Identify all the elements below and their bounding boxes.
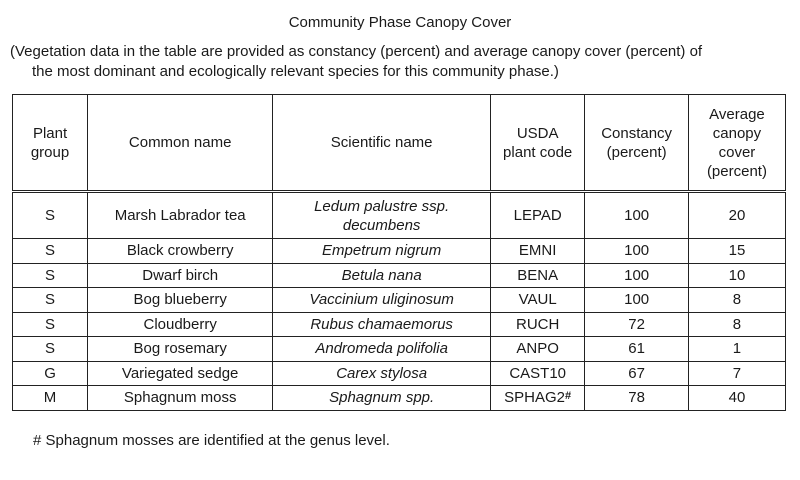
table-row — [13, 263, 786, 288]
cell-common-name: Black crowberry — [88, 239, 273, 264]
cell-constancy: 100 — [585, 239, 689, 264]
cell-canopy-cover: 15 — [688, 239, 785, 264]
cell-usda-code: LEPAD — [491, 192, 585, 239]
cell-usda-code: EMNI — [491, 239, 585, 264]
header-plant-group-line-1: Plant — [32, 124, 68, 142]
cell-scientific-name-line-1: Ledum palustre ssp. — [314, 197, 450, 215]
header-canopy-cover-line-4: (percent) — [706, 162, 767, 180]
cell-canopy-cover: 10 — [688, 263, 785, 288]
cell-plant-group: S — [13, 239, 88, 264]
table-caption — [10, 42, 795, 82]
cell-constancy: 100 — [585, 263, 689, 288]
cell-scientific-name: Sphagnum spp. — [273, 386, 491, 411]
cell-usda-code: RUCH — [491, 312, 585, 337]
cell-constancy: 78 — [585, 386, 689, 411]
cell-constancy: 67 — [585, 361, 689, 386]
header-canopy-cover-line-1: Average — [709, 105, 765, 123]
table-row — [13, 312, 786, 337]
header-canopy-cover-line-3: cover — [718, 143, 756, 161]
header-canopy-cover-line-2: canopy — [712, 124, 762, 142]
cell-canopy-cover: 7 — [688, 361, 785, 386]
cell-scientific-name: Andromeda polifolia — [273, 337, 491, 362]
table-header-row — [13, 95, 786, 192]
cell-canopy-cover: 40 — [688, 386, 785, 411]
table-row — [13, 239, 786, 264]
footnote-marker: # — [565, 390, 572, 403]
cell-usda-code — [491, 386, 585, 411]
cell-constancy: 61 — [585, 337, 689, 362]
cell-plant-group: G — [13, 361, 88, 386]
cell-usda-code: ANPO — [491, 337, 585, 362]
header-usda-code-line-1: USDA — [516, 124, 559, 142]
cell-common-name: Variegated sedge — [88, 361, 273, 386]
header-constancy-line-1: Constancy — [601, 124, 673, 142]
header-constancy — [585, 95, 689, 192]
caption-line-2: the most dominant and ecologically relevant species for this community phase.) — [32, 63, 559, 80]
table-row — [13, 337, 786, 362]
table-row — [13, 361, 786, 386]
cell-scientific-name: Carex stylosa — [273, 361, 491, 386]
header-plant-group — [13, 95, 88, 192]
cell-usda-code: CAST10 — [491, 361, 585, 386]
cell-constancy: 72 — [585, 312, 689, 337]
table-footnote: # Sphagnum mosses are identified at the genus level. — [33, 432, 390, 449]
cell-constancy: 100 — [585, 192, 689, 239]
caption-line-1: (Vegetation data in the table are provided as constancy (percent) and average canopy cover (percent) of — [10, 43, 703, 60]
header-usda-code — [491, 95, 585, 192]
table-row — [13, 386, 786, 411]
cell-scientific-name: Betula nana — [273, 263, 491, 288]
cell-common-name: Dwarf birch — [88, 263, 273, 288]
cell-canopy-cover: 1 — [688, 337, 785, 362]
canopy-cover-table — [12, 94, 786, 411]
cell-scientific-name: Rubus chamaemorus — [273, 312, 491, 337]
cell-usda-code: VAUL — [491, 288, 585, 313]
cell-canopy-cover: 20 — [688, 192, 785, 239]
cell-common-name: Bog blueberry — [88, 288, 273, 313]
header-constancy-line-2: (percent) — [606, 143, 667, 161]
header-scientific-name: Scientific name — [273, 95, 491, 192]
cell-common-name: Sphagnum moss — [88, 386, 273, 411]
cell-common-name: Cloudberry — [88, 312, 273, 337]
cell-canopy-cover: 8 — [688, 312, 785, 337]
table-row — [13, 192, 786, 239]
cell-usda-code: BENA — [491, 263, 585, 288]
cell-scientific-name: Empetrum nigrum — [273, 239, 491, 264]
header-common-name: Common name — [88, 95, 273, 192]
cell-constancy: 100 — [585, 288, 689, 313]
cell-plant-group: S — [13, 192, 88, 239]
cell-common-name: Bog rosemary — [88, 337, 273, 362]
table-row — [13, 288, 786, 313]
cell-canopy-cover: 8 — [688, 288, 785, 313]
usda-code-value: SPHAG2 — [504, 389, 566, 407]
header-usda-code-line-2: plant code — [503, 143, 573, 161]
cell-plant-group: S — [13, 337, 88, 362]
cell-scientific-name: Vaccinium uliginosum — [273, 288, 491, 313]
cell-plant-group: S — [13, 263, 88, 288]
cell-scientific-name — [273, 192, 491, 239]
page-title: Community Phase Canopy Cover — [288, 14, 512, 31]
cell-common-name: Marsh Labrador tea — [88, 192, 273, 239]
cell-plant-group: S — [13, 312, 88, 337]
cell-scientific-name-line-2: decumbens — [342, 216, 421, 234]
cell-plant-group: S — [13, 288, 88, 313]
cell-plant-group: M — [13, 386, 88, 411]
header-plant-group-line-2: group — [30, 143, 70, 161]
header-canopy-cover — [688, 95, 785, 192]
